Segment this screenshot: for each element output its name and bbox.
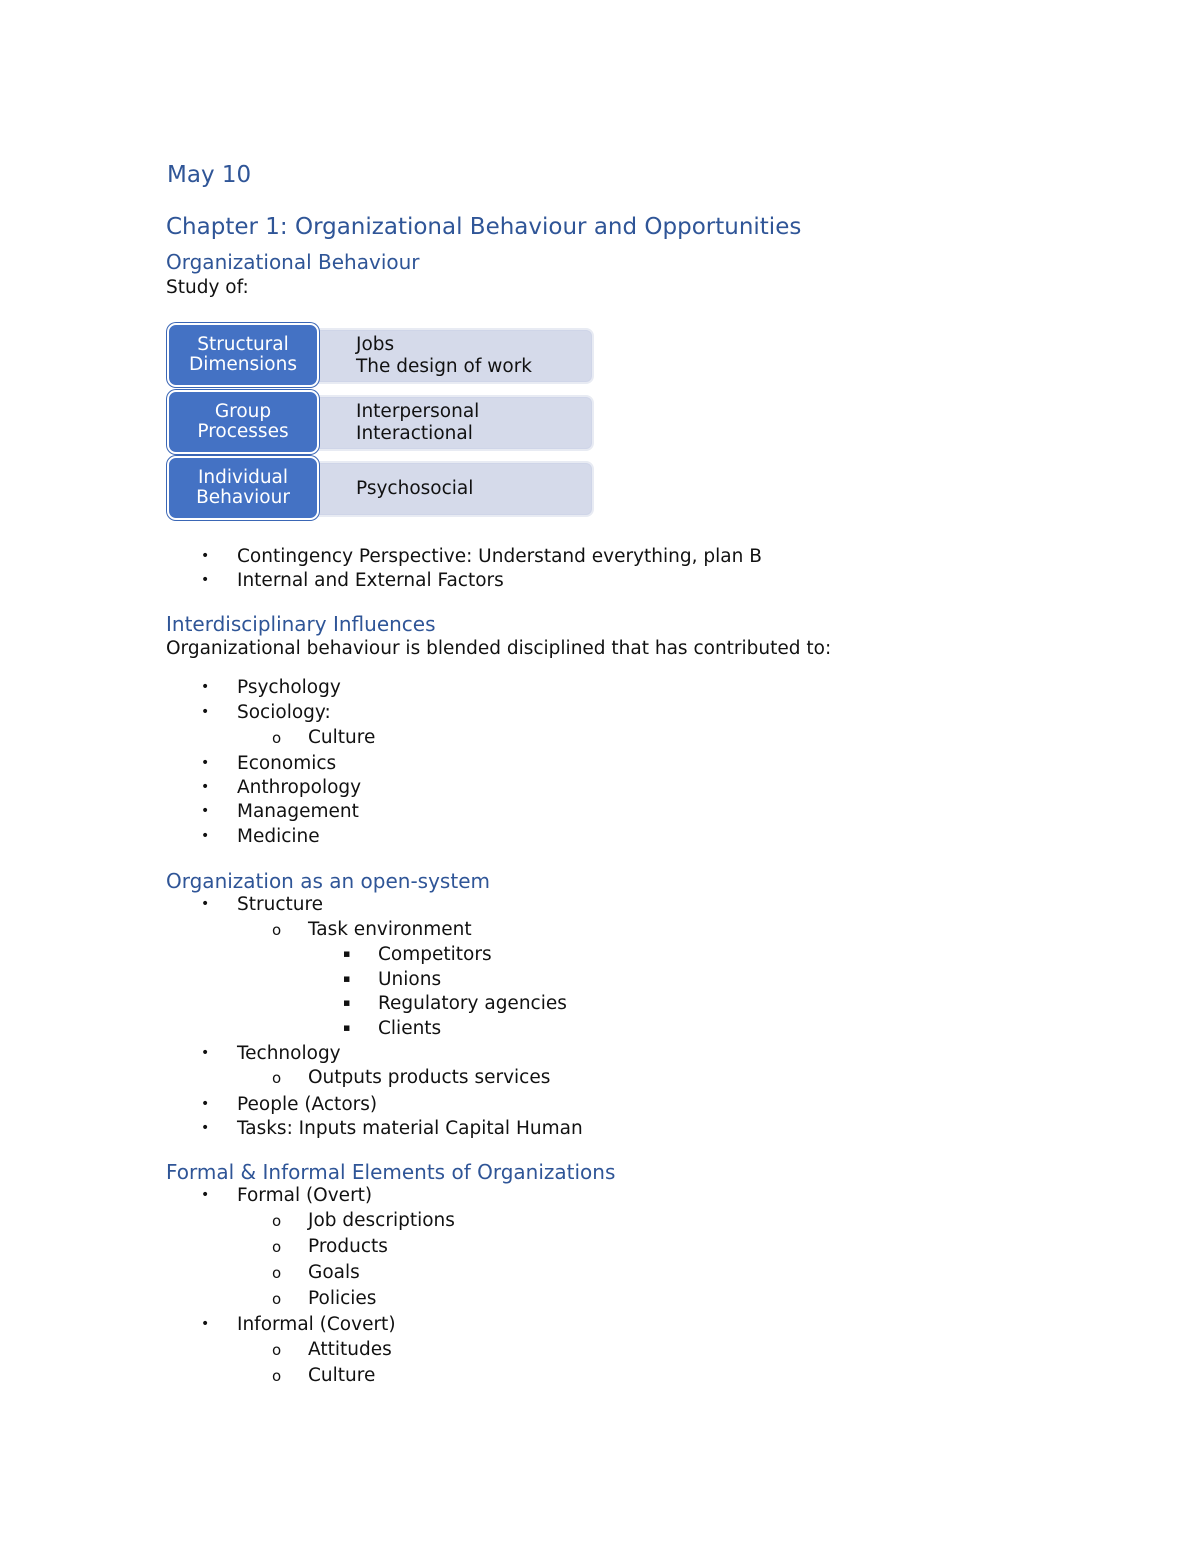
diagram-category-box bbox=[167, 390, 319, 454]
bullet-icon: • bbox=[201, 828, 210, 844]
list-item: Internal and External Factors bbox=[237, 570, 504, 591]
bullet-icon: o bbox=[272, 1069, 282, 1087]
bullet-icon: • bbox=[201, 1096, 210, 1112]
diagram-category-line: Dimensions bbox=[189, 354, 297, 375]
study-of-diagram bbox=[167, 323, 592, 518]
list-item: Competitors bbox=[378, 944, 492, 965]
bullet-icon: • bbox=[201, 1045, 210, 1061]
diagram-detail-box bbox=[312, 328, 594, 384]
list-item: Regulatory agencies bbox=[378, 993, 567, 1014]
list-item: Economics bbox=[237, 753, 337, 774]
list-item: Policies bbox=[308, 1288, 377, 1309]
diagram-detail-line: Jobs bbox=[356, 334, 395, 355]
list-item: Task environment bbox=[308, 919, 472, 940]
bullet-icon: • bbox=[201, 704, 210, 720]
diagram-detail-line: The design of work bbox=[356, 356, 533, 377]
diagram-category-line: Individual bbox=[197, 467, 289, 488]
list-item: Psychology bbox=[237, 677, 341, 698]
list-item: Contingency Perspective: Understand everything, plan B bbox=[237, 546, 762, 567]
bullet-icon: ▪ bbox=[343, 947, 351, 960]
list-item: Attitudes bbox=[308, 1339, 392, 1360]
section-heading-interdisciplinary: Interdisciplinary Influences bbox=[166, 612, 436, 636]
diagram-detail-line: Interactional bbox=[356, 423, 473, 444]
diagram-detail-box bbox=[312, 461, 594, 517]
diagram-detail-line: Psychosocial bbox=[356, 478, 474, 499]
diagram-category-line: Behaviour bbox=[196, 487, 290, 508]
study-of-text: Study of: bbox=[166, 277, 249, 298]
bullet-icon: • bbox=[201, 779, 210, 795]
diagram-row-group bbox=[167, 390, 592, 452]
bullet-icon: ▪ bbox=[343, 996, 351, 1009]
diagram-row-structural bbox=[167, 323, 592, 385]
list-item: Informal (Covert) bbox=[237, 1314, 396, 1335]
list-item: Structure bbox=[237, 894, 324, 915]
list-item: Goals bbox=[308, 1262, 360, 1283]
list-item: Outputs products services bbox=[308, 1067, 551, 1088]
list-item: Management bbox=[237, 801, 359, 822]
list-item: Sociology: bbox=[237, 702, 331, 723]
diagram-category-line: Structural bbox=[197, 334, 289, 355]
bullet-icon: o bbox=[272, 1264, 282, 1282]
list-item: Formal (Overt) bbox=[237, 1185, 373, 1206]
bullet-icon: o bbox=[272, 729, 282, 747]
list-item: Clients bbox=[378, 1018, 442, 1039]
page-date: May 10 bbox=[167, 162, 252, 188]
section-heading-open-system: Organization as an open-system bbox=[166, 869, 490, 893]
list-item: Medicine bbox=[237, 826, 320, 847]
bullet-icon: • bbox=[201, 679, 210, 695]
bullet-icon: • bbox=[201, 803, 210, 819]
bullet-icon: o bbox=[272, 1212, 282, 1230]
list-item: Tasks: Inputs material Capital Human bbox=[237, 1118, 583, 1139]
bullet-icon: ▪ bbox=[343, 1021, 351, 1034]
bullet-icon: o bbox=[272, 1290, 282, 1308]
bullet-icon: o bbox=[272, 1341, 282, 1359]
bullet-icon: • bbox=[201, 572, 210, 588]
list-item: People (Actors) bbox=[237, 1094, 378, 1115]
bullet-icon: o bbox=[272, 921, 282, 939]
bullet-icon: • bbox=[201, 1316, 210, 1332]
bullet-icon: • bbox=[201, 896, 210, 912]
diagram-category-line: Processes bbox=[197, 421, 289, 442]
interdisciplinary-intro: Organizational behaviour is blended disciplined that has contributed to: bbox=[166, 638, 832, 659]
diagram-category-box bbox=[167, 456, 319, 520]
diagram-detail-line: Interpersonal bbox=[356, 401, 480, 422]
diagram-category-box bbox=[167, 323, 319, 387]
list-item: Products bbox=[308, 1236, 388, 1257]
diagram-detail-box bbox=[312, 395, 594, 451]
diagram-category-line: Group bbox=[214, 401, 272, 422]
list-item: Job descriptions bbox=[308, 1210, 455, 1231]
bullet-icon: ▪ bbox=[343, 972, 351, 985]
bullet-icon: • bbox=[201, 755, 210, 771]
bullet-icon: o bbox=[272, 1238, 282, 1256]
bullet-icon: • bbox=[201, 1187, 210, 1203]
list-item: Anthropology bbox=[237, 777, 362, 798]
list-item: Technology bbox=[237, 1043, 341, 1064]
chapter-title: Chapter 1: Organizational Behaviour and Opportunities bbox=[166, 214, 802, 240]
bullet-icon: • bbox=[201, 1120, 210, 1136]
list-item: Unions bbox=[378, 969, 442, 990]
section-heading-formal-informal: Formal & Informal Elements of Organizations bbox=[166, 1160, 616, 1184]
bullet-icon: o bbox=[272, 1367, 282, 1385]
list-item: Culture bbox=[308, 1365, 376, 1386]
diagram-row-individual bbox=[167, 456, 592, 518]
list-item: Culture bbox=[308, 727, 376, 748]
bullet-icon: • bbox=[201, 548, 210, 564]
section-heading-organizational-behaviour: Organizational Behaviour bbox=[166, 250, 420, 274]
